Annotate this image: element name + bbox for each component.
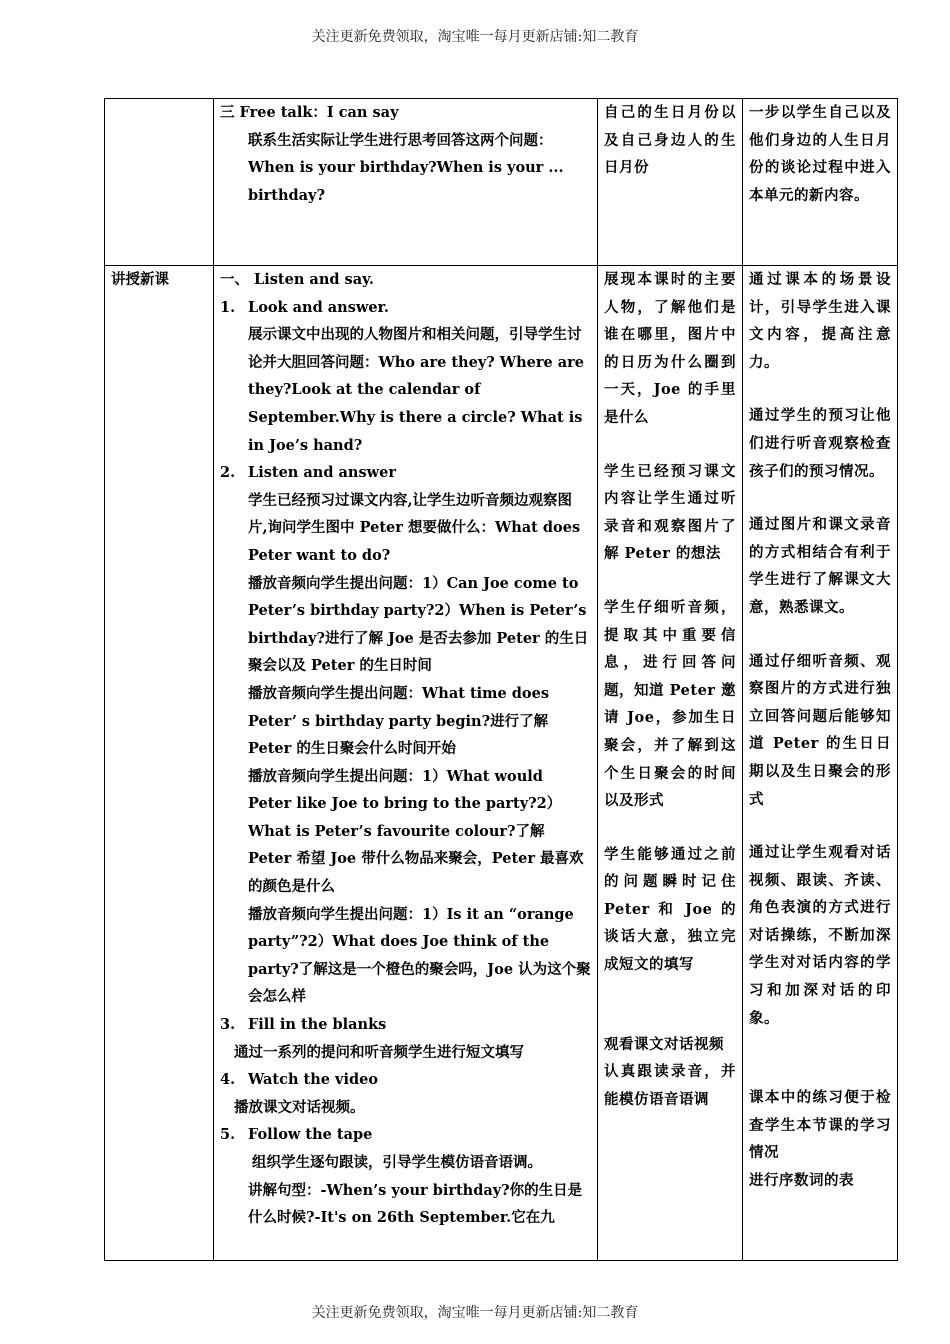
step-text: 播放音频向学生提出问题：1）Can Joe come to Peter’s birthday party?2）When is Peter’s birthday?进行了解 Joe 是否去参加 Peter 的生日聚会以及 Peter 的生日时间 <box>248 574 589 675</box>
student-text: 展现本课时的主要人物，了解他们是谁在哪里，图片中的日历为什么圈到一天，Joe 的手里是什么 <box>604 271 736 426</box>
step-number: 1. <box>220 298 236 316</box>
step-text: 播放音频向学生提出问题：What time does Peter’ s birthday party begin?进行了解 Peter 的生日聚会什么时间开始 <box>248 684 549 758</box>
table-row-free-talk <box>105 99 898 266</box>
lesson-plan-table <box>104 98 898 1261</box>
stage-cell <box>105 99 214 266</box>
step-number: 4. <box>220 1071 236 1089</box>
step-text: 播放音频向学生提出问题：1）Is it an “orange party”?2）What does Joe think of the party?了解这是一个橙色的聚会吗，Joe 认为这个聚会怎么样 <box>248 905 591 1006</box>
step-item <box>220 1011 591 1039</box>
intent-text: 进行序数词的表 <box>749 1172 854 1190</box>
step-text: 通过一系列的提问和听音频学生进行短文填写 <box>234 1043 524 1061</box>
intent-text: 课本中的练习便于检查学生本节课的学习情况 <box>749 1089 891 1162</box>
intent-text: 通过仔细听音频、观察图片的方式进行独立回答问题后能够知道 Peter 的生日日期以及生日聚会的形式 <box>749 652 891 808</box>
activity-cell <box>214 99 598 266</box>
student-text: 学生已经预习课文内容让学生通过听录音和观察图片了解 Peter 的想法 <box>604 462 736 563</box>
student-text: 学生仔细听音频，提取其中重要信息，进行回答问题，知道 Peter 邀请 Joe，参加生日聚会，并了解到这个生日聚会的时间以及形式 <box>604 598 736 810</box>
step-title: Watch the video <box>248 1071 379 1089</box>
page-footer: 关注更新免费领取，淘宝唯一每月更新店铺:知二教育 <box>311 1305 639 1321</box>
intent-text: 通过图片和课文录音的方式相结合有利于学生进行了解课文大意，熟悉课文。 <box>749 516 891 616</box>
step-text: 讲解句型：-When’s your birthday?你的生日是什么时候?-It's on 26th September.它在九 <box>248 1181 583 1227</box>
activity-text: 联系生活实际让学生进行思考回答这两个问题：When is your birthday?When is your ... birthday? <box>248 131 564 204</box>
step-title: Look and answer. <box>248 298 389 316</box>
page-header: 关注更新免费领取，淘宝唯一每月更新店铺:知二教育 <box>311 29 639 45</box>
intent-text: 通过学生的预习让他们进行听音观察检查孩子们的预习情况。 <box>749 407 891 480</box>
intent-text: 通过让学生观看对话视频、跟读、齐读、角色表演的方式进行对话操练，不断加深学生对对话内容的学习和加深对话的印象。 <box>749 844 891 1027</box>
step-text: 播放音频向学生提出问题：1）What would Peter like Joe to bring to the party?2）What is Peter’s favourite colour?了解 Peter 希望 Joe 带什么物品来聚会，Peter 最喜欢的颜色是什么 <box>248 767 584 896</box>
step-text: 播放课文对话视频。 <box>234 1098 365 1116</box>
section-title: 一、 Listen and say. <box>220 271 374 288</box>
step-text: 展示课文中出现的人物图片和相关问题，引导学生讨论并大胆回答问题：Who are they? Where are they?Look at the calendar of September.Why is there a circle? What is in Joe’s hand? <box>248 326 585 454</box>
step-item <box>220 1121 591 1149</box>
student-text: 观看课文对话视频 <box>604 1035 724 1053</box>
step-title: Follow the tape <box>248 1126 373 1144</box>
design-intent-cell: 一步以学生自己以及他们身边的人生日月份的谈论过程中进入本单元的新内容。 <box>743 99 898 266</box>
table-row-new-lesson <box>105 266 898 1261</box>
intent-text: 通过课本的场景设计，引导学生进入课文内容，提高注意力。 <box>749 271 891 371</box>
step-title: Fill in the blanks <box>248 1016 387 1034</box>
step-item <box>220 459 591 487</box>
student-text: 学生能够通过之前的问题瞬时记住 Peter 和 Joe 的谈话大意，独立完成短文的填写 <box>604 845 736 974</box>
stage-cell: 讲授新课 <box>105 266 214 1261</box>
step-number: 3. <box>220 1016 236 1034</box>
student-activity-cell <box>598 266 743 1261</box>
step-text: 学生已经预习过课文内容,让学生边听音频边观察图片,询问学生图中 Peter 想要做什么：What does Peter want to do? <box>248 491 581 564</box>
student-text: 认真跟读录音，并能模仿语音语调 <box>604 1063 736 1108</box>
student-activity-cell: 自己的生日月份以及自己身边人的生日月份 <box>598 99 743 266</box>
step-number: 5. <box>220 1126 236 1144</box>
design-intent-cell <box>743 266 898 1261</box>
step-number: 2. <box>220 464 236 482</box>
activity-cell <box>214 266 598 1261</box>
step-text: 组织学生逐句跟读，引导学生模仿语音语调。 <box>252 1154 542 1171</box>
step-title: Listen and answer <box>248 464 396 482</box>
step-item <box>220 1066 591 1094</box>
section-title: 三 Free talk：I can say <box>220 104 399 121</box>
step-item <box>220 294 591 322</box>
